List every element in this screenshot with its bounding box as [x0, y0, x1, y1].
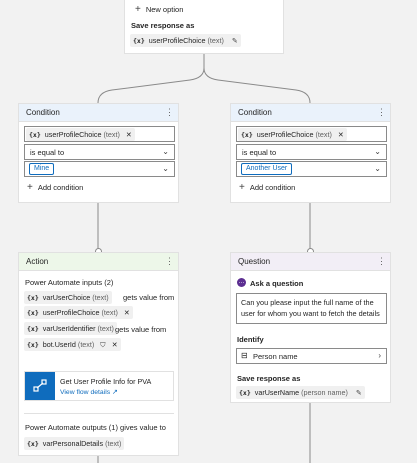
condition-variable-field[interactable]: [24, 126, 175, 142]
close-icon[interactable]: ✕: [125, 130, 132, 139]
chevron-down-icon: ⌄: [374, 147, 381, 156]
variable-icon: {x}: [27, 293, 39, 302]
variable-type: (person name): [301, 388, 348, 397]
variable-name: userProfileChoice: [148, 36, 206, 45]
add-condition-button[interactable]: [239, 182, 295, 193]
plus-icon: +: [239, 182, 245, 193]
variable-icon: {x}: [27, 324, 39, 333]
variable-icon: {x}: [27, 439, 39, 448]
close-icon[interactable]: ✕: [337, 130, 344, 139]
condition-value-chip[interactable]: Mine: [29, 163, 54, 175]
condition-operator-select[interactable]: [24, 144, 175, 160]
plus-icon: +: [135, 4, 141, 15]
save-response-label: Save response as: [131, 21, 195, 30]
power-automate-icon: [25, 372, 55, 400]
add-condition-label: Add condition: [37, 183, 84, 192]
chevron-down-icon: ⌄: [162, 164, 169, 173]
variable-type: (text): [77, 340, 95, 349]
condition-value-field[interactable]: [236, 161, 387, 177]
question-message-box[interactable]: [236, 293, 387, 324]
question-title: Question: [238, 257, 271, 266]
variable-name: varUserName: [254, 388, 300, 397]
pencil-icon[interactable]: ✎: [355, 388, 362, 397]
variable-icon: {x}: [29, 130, 41, 139]
variable-type: (text): [105, 439, 122, 448]
operator-value: is equal to: [242, 148, 277, 157]
view-flow-details-text[interactable]: View flow details: [60, 389, 111, 396]
variable-icon: {x}: [27, 340, 39, 349]
condition-header: [231, 104, 390, 122]
condition-header: [19, 104, 178, 122]
variable-type: (text): [97, 324, 114, 333]
question-message-text: Can you please input the full name of the user for whom you want to fetch the details: [241, 298, 380, 318]
action-header: [19, 253, 178, 271]
more-options-icon[interactable]: ⋮: [377, 107, 385, 117]
variable-icon: {x}: [133, 36, 145, 45]
identify-label: Identify: [237, 335, 264, 344]
save-response-label: Save response as: [237, 374, 301, 383]
condition-card-right: [230, 103, 391, 203]
variable-name: userProfileChoice: [42, 308, 100, 317]
plus-icon: +: [27, 182, 33, 193]
chevron-down-icon: ⌄: [374, 164, 381, 173]
identify-select[interactable]: [236, 348, 387, 364]
variable-name: userProfileChoice: [44, 130, 102, 139]
chevron-down-icon: ⌄: [162, 147, 169, 156]
flow-card[interactable]: [24, 371, 174, 401]
add-condition-button[interactable]: [27, 182, 83, 193]
new-option-label: New option: [145, 5, 184, 14]
condition-value-chip[interactable]: Another User: [241, 163, 292, 175]
variable-type: (text): [103, 130, 120, 139]
input-source-chip[interactable]: [24, 306, 133, 319]
chat-bubble-icon: …: [238, 279, 245, 285]
new-option-button[interactable]: [135, 4, 183, 15]
gets-value-from-label: gets value from: [115, 325, 167, 334]
more-options-icon[interactable]: ⋮: [165, 107, 173, 117]
view-flow-details-link[interactable]: [60, 388, 118, 396]
outputs-label: Power Automate outputs (1) gives value to: [25, 423, 166, 432]
ask-question-label: Ask a question: [250, 279, 304, 288]
variable-name: varUserIdentifier: [42, 324, 96, 333]
gets-value-from-label: gets value from: [123, 293, 175, 302]
chevron-right-icon: ›: [378, 351, 381, 360]
inputs-label: Power Automate inputs (2): [25, 278, 114, 287]
save-response-variable-chip[interactable]: [130, 34, 241, 47]
shield-icon: ⛉: [100, 339, 106, 349]
identify-value: Person name: [253, 352, 298, 361]
more-options-icon[interactable]: ⋮: [165, 256, 173, 266]
close-icon[interactable]: ✕: [123, 308, 130, 317]
entity-icon: ⊟: [241, 351, 248, 360]
output-variable-chip[interactable]: [24, 437, 124, 450]
condition-variable-chip[interactable]: [238, 128, 347, 141]
more-options-icon[interactable]: ⋮: [377, 256, 385, 266]
question-options-card: [124, 0, 284, 54]
variable-icon: {x}: [239, 388, 251, 397]
condition-title: Condition: [238, 108, 272, 117]
condition-operator-select[interactable]: [236, 144, 387, 160]
variable-icon: {x}: [27, 308, 39, 317]
condition-value-field[interactable]: [24, 161, 175, 177]
condition-title: Condition: [26, 108, 60, 117]
external-link-icon: ↗: [112, 389, 118, 396]
divider: [24, 413, 174, 414]
action-card: [18, 252, 179, 456]
variable-name: varPersonalDetails: [42, 439, 104, 448]
question-card: [230, 252, 391, 403]
input-variable-chip[interactable]: [24, 291, 112, 304]
save-response-variable-chip[interactable]: [236, 386, 365, 399]
variable-type: (text): [101, 308, 118, 317]
condition-variable-field[interactable]: [236, 126, 387, 142]
operator-value: is equal to: [30, 148, 65, 157]
add-condition-label: Add condition: [249, 183, 296, 192]
question-header: [231, 253, 390, 271]
variable-icon: {x}: [241, 130, 253, 139]
action-title: Action: [26, 257, 49, 266]
variable-type: (text): [315, 130, 332, 139]
condition-card-left: [18, 103, 179, 203]
input-source-chip[interactable]: [24, 338, 121, 351]
input-variable-chip[interactable]: [24, 322, 117, 335]
variable-type: (text): [207, 36, 224, 45]
variable-name: bot.UserId: [42, 340, 76, 349]
variable-type: (text): [92, 293, 109, 302]
pencil-icon[interactable]: ✎: [231, 36, 238, 45]
condition-variable-chip[interactable]: [26, 128, 135, 141]
close-icon[interactable]: ✕: [111, 340, 118, 349]
variable-name: varUserChoice: [42, 293, 91, 302]
variable-name: userProfileChoice: [256, 130, 314, 139]
flow-name: Get User Profile Info for PVA: [60, 377, 152, 386]
